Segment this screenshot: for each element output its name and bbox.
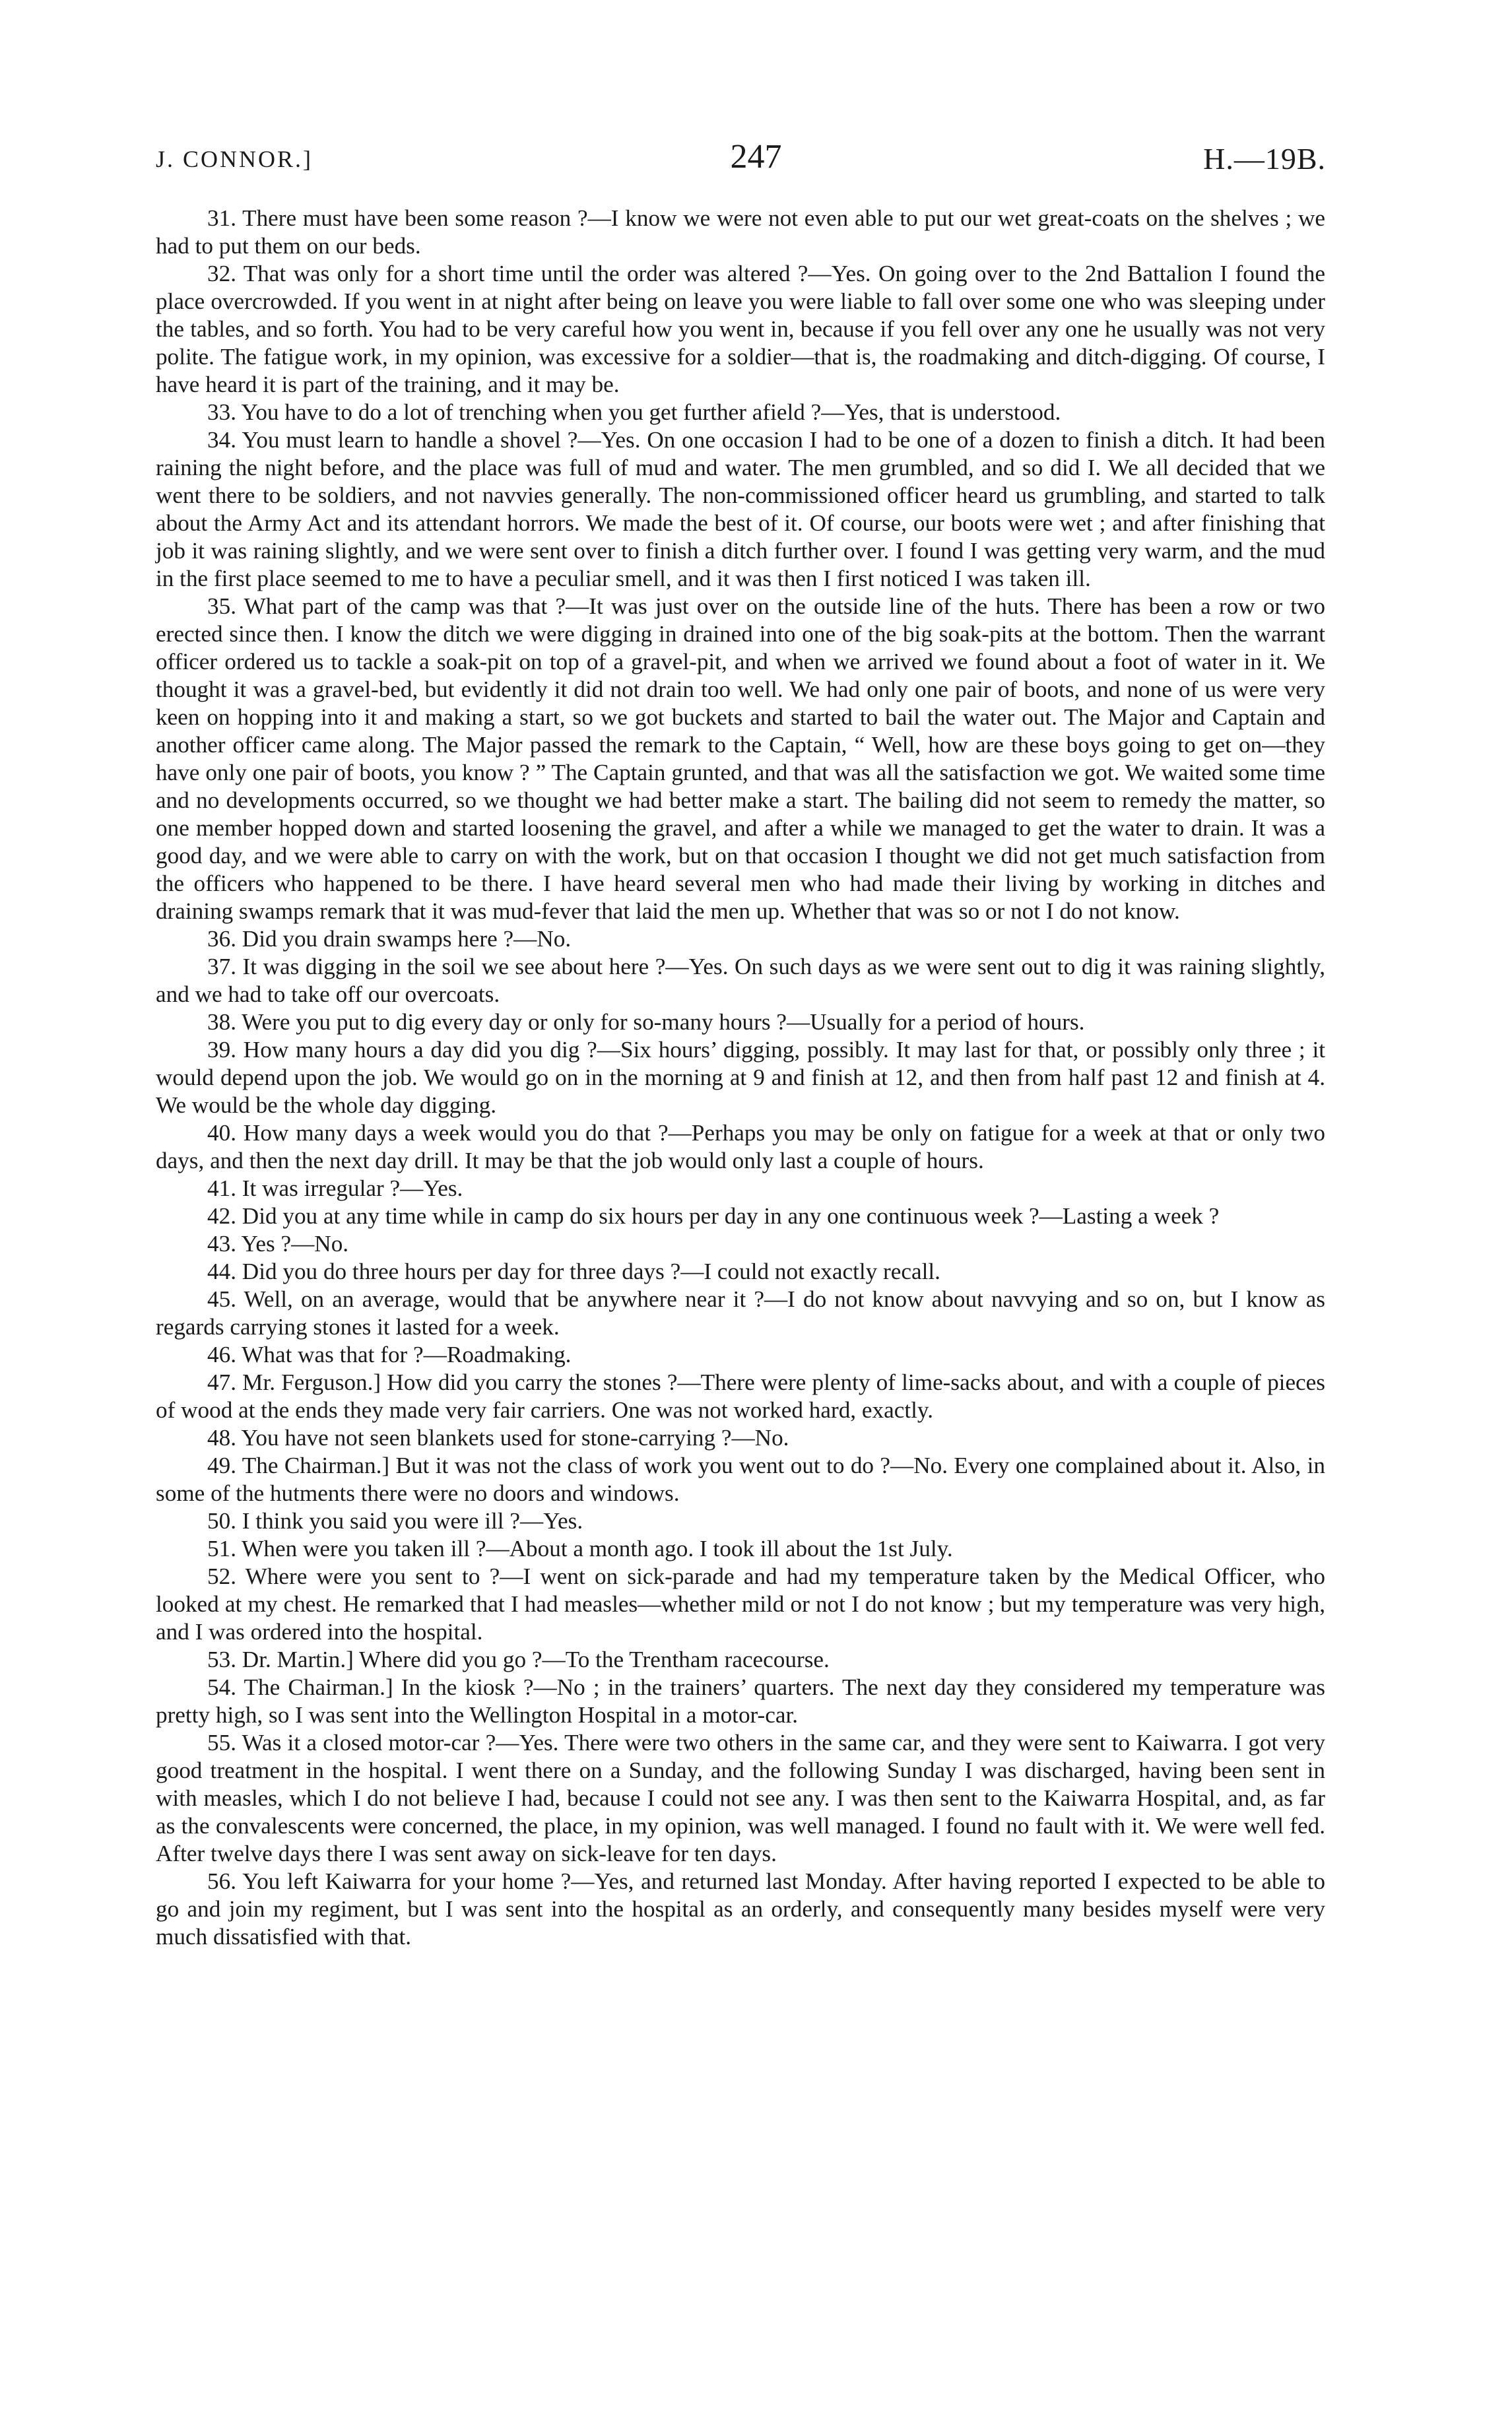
paragraph-54: 54. The Chairman.] In the kiosk ?—No ; in the trainers’ quarters. The next day they considered my temperature was pretty high, so I was sent into the Wellington Hospital in a motor-car. [156, 1674, 1325, 1728]
paragraph-38: 38. Were you put to dig every day or only for so-many hours ?—Usually for a period of hours. [207, 1009, 1085, 1035]
paragraph-37: 37. It was digging in the soil we see about here ?—Yes. On such days as we were sent out to dig it was raining slightly, and we had to take off our overcoats. [156, 954, 1325, 1007]
witness-name: J. CONNOR.] [156, 146, 313, 172]
paragraph-46: 46. What was that for ?—Roadmaking. [207, 1342, 572, 1367]
paragraph-55: 55. Was it a closed motor-car ?—Yes. There were two others in the same car, and they were sent to Kaiwarra. I got very good treatment in the hospital. I went there on a Sunday, and the following Sunday I was discharged, having been sent in with measles, which I do not believe I had, because I could not see any. I was then sent to the Kaiwarra Hospital, and, as far as the convalescents were concerned, the place, in my opinion, was well managed. I found no fault with it. We were well fed. After twelve days there I was sent away on sick-leave for ten days. [156, 1730, 1325, 1866]
paragraph-42: 42. Did you at any time while in camp do six hours per day in any one continuous week ?—Lasting a week ? [207, 1203, 1220, 1229]
paragraph-35: 35. What part of the camp was that ?—It was just over on the outside line of the huts. There has been a row or two erected since then. I know the ditch we were digging in drained into one of the big soak-pits at the bottom. Then the warrant officer ordered us to tackle a soak-pit on top of a gravel-pit, and when we arrived we found about a foot of water in it. We thought it was a gravel-bed, but evidently it did not drain too well. We had only one pair of boots, and none of us were very keen on hopping into it and making a start, so we got buckets and started to bail the water out. The Major and Captain and another officer came along. The Major passed the remark to the Captain, “ Well, how are these boys going to get on—they have only one pair of boots, you know ? ” The Captain grunted, and that was all the satisfaction we got. We waited some time and no developments occurred, so we thought we had better make a start. The bailing did not seem to remedy the matter, so one member hopped down and started loosening the gravel, and after a while we managed to get the water to drain. It was a good day, and we were able to carry on with the work, but on that occasion I thought we did not get much satisfaction from the officers who happened to be there. I have heard several men who had made their living by working in ditches and draining swamps remark that it was mud-fever that laid the men up. Whether that was so or not I do not know. [156, 593, 1325, 924]
paragraph-32: 32. That was only for a short time until the order was altered ?—Yes. On going over to the 2nd Battalion I found the place overcrowded. If you went in at night after being on leave you were liable to fall over some one who was sleeping under the tables, and so forth. You had to be very careful how you went in, because if you fell over any one he usually was not very polite. The fatigue work, in my opinion, was excessive for a soldier—that is, the roadmaking and ditch-digging. Of course, I have heard it is part of the training, and it may be. [156, 261, 1325, 397]
paragraph-53: 53. Dr. Martin.] Where did you go ?—To the Trentham racecourse. [207, 1647, 830, 1672]
paragraph-40: 40. How many days a week would you do that ?—Perhaps you may be only on fatigue for a week at that or only two days, and then the next day drill. It may be that the job would only last a couple of hours. [156, 1120, 1325, 1173]
paragraph-43: 43. Yes ?—No. [207, 1231, 349, 1257]
paragraph-51: 51. When were you taken ill ?—About a month ago. I took ill about the 1st July. [207, 1536, 953, 1561]
paragraph-41: 41. It was irregular ?—Yes. [207, 1175, 463, 1201]
paragraph-44: 44. Did you do three hours per day for three days ?—I could not exactly recall. [207, 1259, 940, 1284]
paragraph-39: 39. How many hours a day did you dig ?—Six hours’ digging, possibly. It may last for that, or possibly only three ; it would depend upon the job. We would go on in the morning at 9 and finish at 12, and then from half past 12 and finish at 4. We would be the whole day digging. [156, 1037, 1325, 1118]
page-number: 247 [730, 138, 782, 176]
page-header [0, 137, 1512, 190]
document-reference: H.—19B. [1203, 142, 1326, 176]
paragraph-48: 48. You have not seen blankets used for stone-carrying ?—No. [207, 1425, 789, 1451]
evidence-transcript [156, 205, 1325, 1951]
paragraph-45: 45. Well, on an average, would that be anywhere near it ?—I do not know about navvying and so on, but I know as regards carrying stones it lasted for a week. [156, 1286, 1325, 1340]
paragraph-52: 52. Where were you sent to ?—I went on sick-parade and had my temperature taken by the Medical Officer, who looked at my chest. He remarked that I had measles—whether mild or not I do not know ; but my temperature was very high, and I was ordered into the hospital. [156, 1563, 1325, 1645]
paragraph-49: 49. The Chairman.] But it was not the class of work you went out to do ?—No. Every one complained about it. Also, in some of the hutments there were no doors and windows. [156, 1453, 1325, 1506]
paragraph-47: 47. Mr. Ferguson.] How did you carry the stones ?—There were plenty of lime-sacks about, and with a couple of pieces of wood at the ends they made very fair carriers. One was not worked hard, exactly. [156, 1369, 1325, 1423]
paragraph-34: 34. You must learn to handle a shovel ?—Yes. On one occasion I had to be one of a dozen to finish a ditch. It had been raining the night before, and the place was full of mud and water. The men grumbled, and so did I. We all decided that we went there to be soldiers, and not navvies generally. The non-commissioned officer heard us grumbling, and started to talk about the Army Act and its attendant horrors. We made the best of it. Of course, our boots were wet ; and after finishing that job it was raining slightly, and we were sent over to finish a ditch further over. I found I was getting very warm, and the mud in the first place seemed to me to have a peculiar smell, and it was then I first noticed I was taken ill. [156, 427, 1325, 591]
paragraph-50: 50. I think you said you were ill ?—Yes. [207, 1508, 583, 1534]
paragraph-33: 33. You have to do a lot of trenching when you get further afield ?—Yes, that is understood. [207, 399, 1061, 425]
paragraph-36: 36. Did you drain swamps here ?—No. [207, 926, 572, 952]
paragraph-56: 56. You left Kaiwarra for your home ?—Yes, and returned last Monday. After having reported I expected to be able to go and join my regiment, but I was sent into the hospital as an orderly, and consequently many besides myself were very much dissatisfied with that. [156, 1868, 1325, 1950]
paragraph-31: 31. There must have been some reason ?—I know we were not even able to put our wet great-coats on the shelves ; we had to put them on our beds. [156, 205, 1325, 259]
